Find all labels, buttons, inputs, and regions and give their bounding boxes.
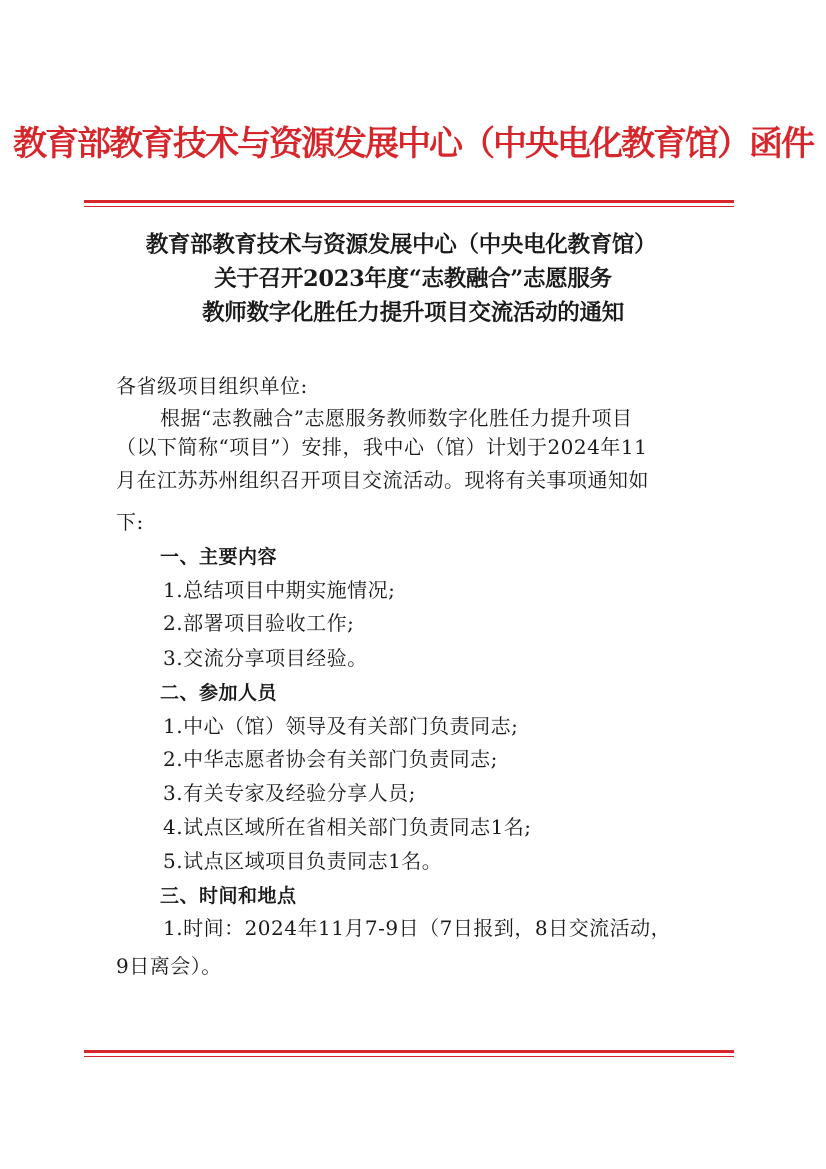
divider-thin-line	[84, 1056, 734, 1057]
section-1-item: 3.交流分享项目经验。	[163, 646, 368, 670]
notice-title-line-1: 教育部教育技术与资源发展中心（中央电化教育馆）	[145, 232, 657, 258]
intro-line-4: 下:	[116, 510, 144, 534]
intro-line-1: 根据“志教融合”志愿服务教师数字化胜任力提升项目	[160, 406, 633, 430]
notice-title-line-2: 关于召开2023年度“志教融合”志愿服务	[214, 266, 612, 292]
footer-divider	[84, 1050, 734, 1057]
section-2-item: 3.有关专家及经验分享人员;	[163, 781, 416, 805]
letterhead-divider	[84, 200, 734, 207]
section-1-heading: 一、主要内容	[160, 546, 278, 568]
intro-line-2: （以下简称“项目”）安排，我中心（馆）计划于2024年11	[116, 435, 648, 459]
section-2-heading: 二、参加人员	[160, 682, 278, 704]
section-1-item: 2.部署项目验收工作;	[163, 611, 355, 635]
section-2-item: 5.试点区域项目负责同志1名。	[163, 849, 443, 873]
notice-title-line-3: 教师数字化胜任力提升项目交流活动的通知	[202, 300, 624, 326]
section-3-time-line-1: 1.时间：2024年11月7-9日（7日报到，8日交流活动，	[163, 916, 672, 940]
section-3-heading: 三、时间和地点	[160, 885, 297, 907]
divider-thick-line	[84, 1050, 734, 1053]
section-2-item: 1.中心（馆）领导及有关部门负责同志;	[163, 714, 519, 738]
section-2-item: 2.中华志愿者协会有关部门负责同志;	[163, 747, 498, 771]
section-1-item: 1.总结项目中期实施情况;	[163, 578, 396, 602]
divider-thick-line	[84, 200, 734, 203]
divider-thin-line	[84, 206, 734, 207]
section-3-time-line-2: 9日离会）。	[116, 954, 222, 978]
section-2-item: 4.试点区域所在省相关部门负责同志1名;	[163, 815, 532, 839]
salutation: 各省级项目组织单位:	[116, 374, 308, 398]
letterhead-title: 教育部教育技术与资源发展中心（中央电化教育馆）函件	[13, 124, 813, 164]
intro-line-3: 月在江苏苏州组织召开项目交流活动。现将有关事项通知如	[116, 468, 649, 492]
